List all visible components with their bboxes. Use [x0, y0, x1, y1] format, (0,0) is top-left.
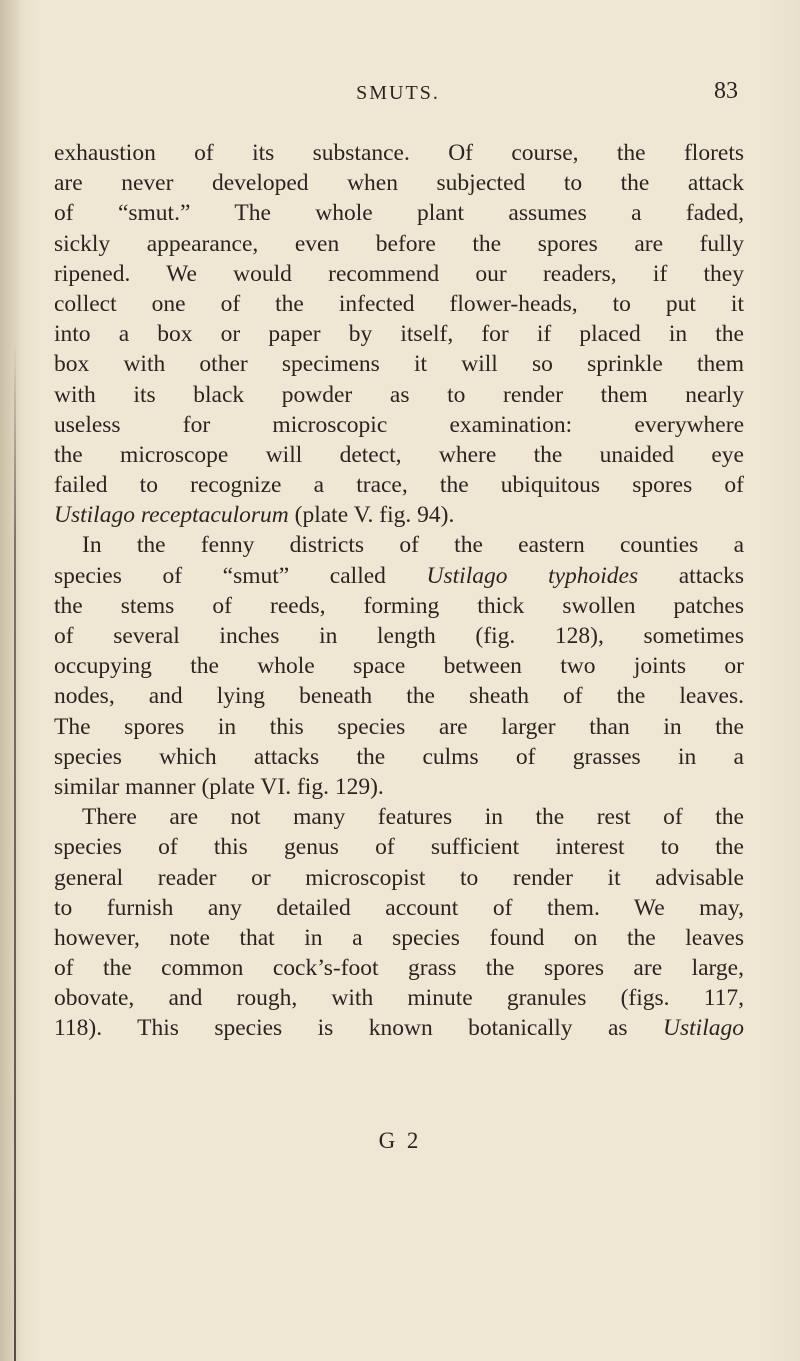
text-line: In the fenny districts of the eastern counties a [82, 532, 744, 559]
text-line: box with other specimens it will so sprinkle them [54, 351, 744, 378]
text-line: species of “smut” called Ustilago typhoides attacks [54, 562, 744, 589]
latin-name: Ustilago typhoides [426, 562, 639, 589]
text-line: ripened. We would recommend our readers, if they [54, 260, 744, 287]
text-line: useless for microscopic examination: everywhere [54, 411, 744, 438]
text-line: into a box or paper by itself, for if placed in the [54, 321, 744, 348]
text-line: obovate, and rough, with minute granules (figs. 117, [54, 985, 744, 1012]
text-line: nodes, and lying beneath the sheath of the leaves. [54, 683, 744, 710]
text-line: similar manner (plate VI. fig. 129). [54, 773, 384, 800]
text-line: sickly appearance, even before the spores are fully [54, 230, 744, 257]
text-line: 118). This species is known botanically as Ustilago [54, 1015, 744, 1042]
text-line: species of this genus of sufficient interest to the [54, 834, 744, 861]
text-line: general reader or microscopist to render it advisable [54, 864, 744, 891]
text-line: with its black powder as to render them nearly [54, 381, 744, 408]
page-number: 83 [714, 78, 738, 104]
binding-edge [14, 340, 16, 1361]
running-head: SMUTS. [356, 82, 440, 104]
latin-name: Ustilago receptaculorum [54, 502, 289, 529]
body-text [54, 138, 744, 1044]
signature-mark: G 2 [378, 1128, 422, 1153]
text-line: failed to recognize a trace, the ubiquitous spores of [54, 472, 744, 499]
text-line: the stems of reeds, forming thick swollen patches [54, 592, 744, 619]
text-line: Ustilago receptaculorum (plate V. fig. 94). [54, 502, 455, 529]
text-line: species which attacks the culms of grasses in a [54, 743, 744, 770]
text-line: of “smut.” The whole plant assumes a faded, [54, 200, 744, 227]
text-line: however, note that in a species found on the leaves [54, 924, 744, 951]
text-line: of several inches in length (fig. 128), sometimes [54, 623, 744, 649]
text-line: exhaustion of its substance. Of course, the florets [54, 140, 744, 166]
latin-name: Ustilago [663, 1015, 744, 1042]
text-line: are never developed when subjected to the attack [54, 170, 744, 197]
text-line: the microscope will detect, where the unaided eye [54, 441, 744, 468]
text-line: collect one of the infected flower-heads, to put it [54, 290, 744, 317]
text-line: There are not many features in the rest of the [82, 804, 744, 831]
text-line: The spores in this species are larger than in the [54, 713, 744, 740]
text-line: occupying the whole space between two joints or [54, 653, 744, 680]
book-gutter [0, 0, 22, 1361]
page-header [58, 78, 738, 112]
text-line: to furnish any detailed account of them. We may, [54, 894, 744, 921]
text-line: of the common cock’s-foot grass the spores are large, [54, 955, 744, 982]
